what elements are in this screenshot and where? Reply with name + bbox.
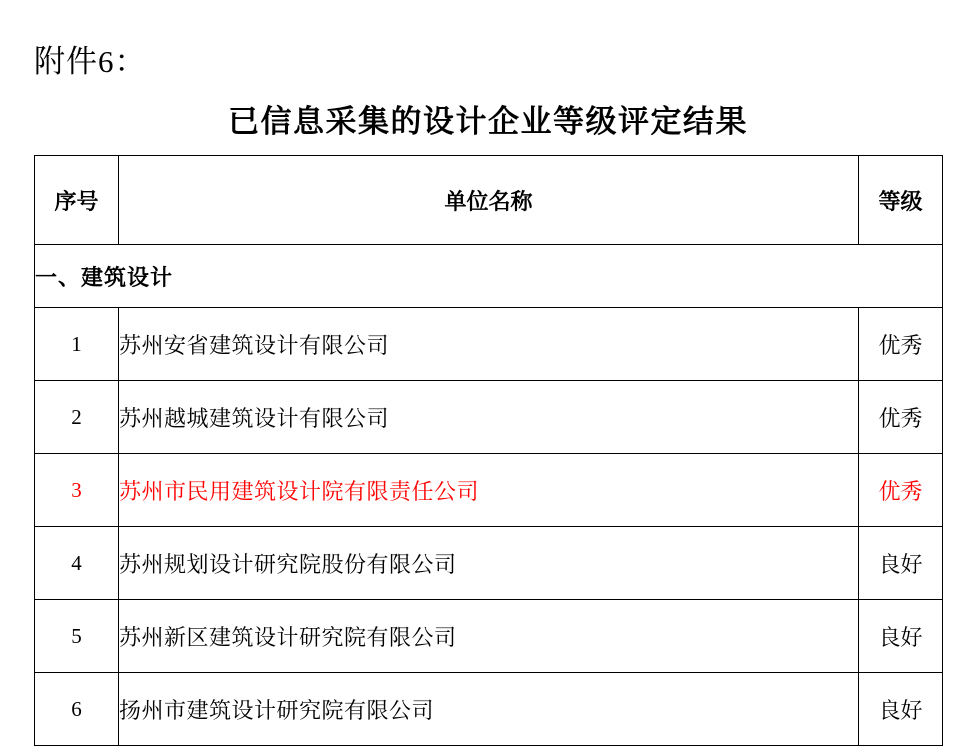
row-grade: 优秀 [859,454,943,527]
attachment-label: 附件6： [34,44,147,79]
section-header-row [35,245,943,308]
row-grade: 优秀 [859,308,943,381]
table-row [35,600,943,673]
row-company-name: 苏州新区建筑设计研究院有限公司 [119,600,859,673]
row-index: 1 [35,308,119,381]
row-grade: 良好 [859,600,943,673]
row-index: 5 [35,600,119,673]
row-grade: 良好 [859,673,943,746]
table-row [35,673,943,746]
table-row-highlighted [35,454,943,527]
row-index: 3 [35,454,119,527]
table-row [35,527,943,600]
row-company-name: 苏州规划设计研究院股份有限公司 [119,527,859,600]
row-grade: 良好 [859,527,943,600]
row-index: 2 [35,381,119,454]
row-company-name: 扬州市建筑设计研究院有限公司 [119,673,859,746]
results-table [34,155,943,746]
row-index: 4 [35,527,119,600]
row-index: 6 [35,673,119,746]
table-header-row [35,156,943,245]
row-company-name: 苏州越城建筑设计有限公司 [119,381,859,454]
section-title: 一、建筑设计 [35,245,943,308]
table-row [35,308,943,381]
table-row [35,381,943,454]
table-body [35,245,943,746]
column-header-index: 序号 [35,156,119,245]
page-title: 已信息采集的设计企业等级评定结果 [228,104,748,139]
column-header-grade: 等级 [859,156,943,245]
row-grade: 优秀 [859,381,943,454]
row-company-name: 苏州市民用建筑设计院有限责任公司 [119,454,859,527]
column-header-name: 单位名称 [119,156,859,245]
row-company-name: 苏州安省建筑设计有限公司 [119,308,859,381]
